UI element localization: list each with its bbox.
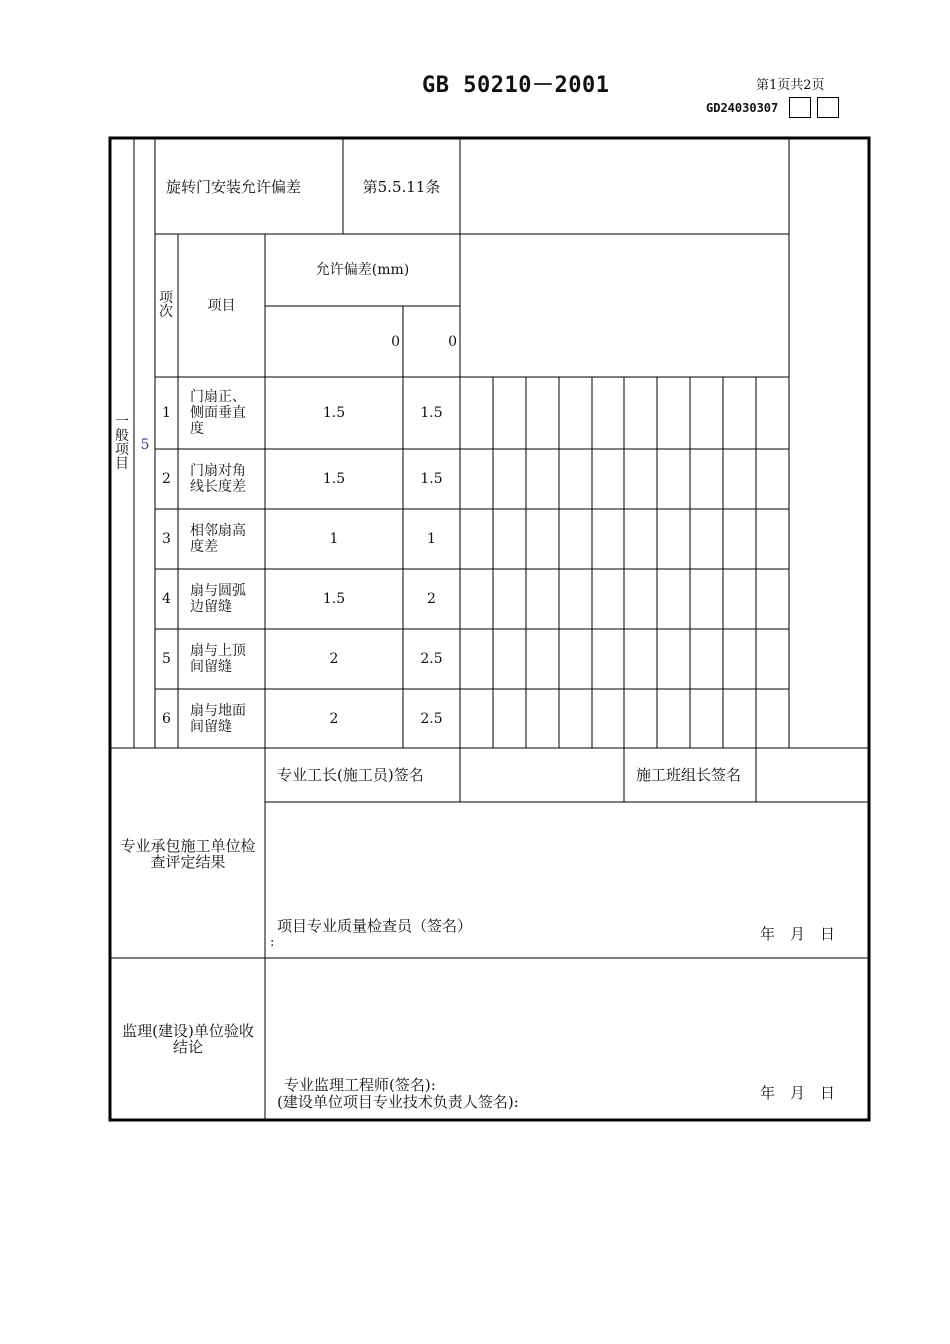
row-item: 扇与地面间留缝 [190,703,246,735]
supervision-conclusion-label: 监理(建设)单位验收结论 [122,1022,254,1056]
row-item: 相邻扇高度差 [190,523,246,555]
row-number: 4 [162,591,171,607]
supervision-conclusion-field[interactable] [266,959,868,1069]
team-leader-signature-label: 施工班组长签名 [636,766,742,784]
header-sub-a: 0 [391,334,400,350]
header-seq: 项次 [159,290,173,320]
row-value-a: 1.5 [322,591,346,607]
clause-reference: 第5.5.11条 [362,178,441,196]
contractor-result-field[interactable] [266,803,868,913]
supervising-engineer-signature-label: 专业监理工程师(签名): [284,1076,436,1094]
standard-number: GB 50210－2001 [422,73,610,98]
row-value-b: 1.5 [420,471,443,487]
row-value-a: 2 [329,711,339,727]
supervision-date: 年 月 日 [760,1084,836,1102]
row-value-a: 2 [329,651,339,667]
page-info: 第1页共2页 [756,78,825,93]
row-value-a: 1.5 [322,405,346,421]
row-number: 2 [162,471,171,487]
header-item: 项目 [207,298,236,314]
row-value-b: 1 [427,531,436,547]
team-leader-signature-field[interactable] [757,749,868,801]
header-sub-b: 0 [448,334,457,350]
owner-technical-lead-signature-label: (建设单位项目专业技术负责人签名): [277,1093,519,1111]
row-item: 门扇正、侧面垂直度 [190,389,246,437]
category-label: 一般项目 [115,414,129,472]
row-item: 扇与上顶间留缝 [190,643,246,675]
row-number: 5 [162,651,171,667]
contractor-date: 年 月 日 [760,925,836,943]
row-value-b: 2 [427,591,436,607]
section-title: 旋转门安装允许偏差 [166,178,302,196]
row-value-b: 2.5 [420,711,443,727]
row-value-a: 1 [329,531,339,547]
row-value-b: 2.5 [420,651,443,667]
row-number: 1 [162,405,171,421]
contractor-result-label: 专业承包施工单位检查评定结果 [120,837,256,871]
row-number: 3 [162,531,171,547]
inspector-colon: : [270,935,275,950]
row-item: 门扇对角线长度差 [190,463,246,495]
document-code: GD24030307 [706,101,779,115]
foreman-signature-label: 专业工长(施工员)签名 [277,766,424,784]
row-item: 扇与圆弧边留缝 [190,583,246,615]
row-value-a: 1.5 [322,471,346,487]
header-tolerance: 允许偏差(mm) [315,262,410,278]
row-number: 6 [162,711,171,727]
section-item-number: 5 [140,437,150,453]
foreman-signature-field[interactable] [461,749,623,801]
row-value-b: 1.5 [420,405,443,421]
quality-inspector-signature-label: 项目专业质量检查员（签名） [277,917,473,935]
